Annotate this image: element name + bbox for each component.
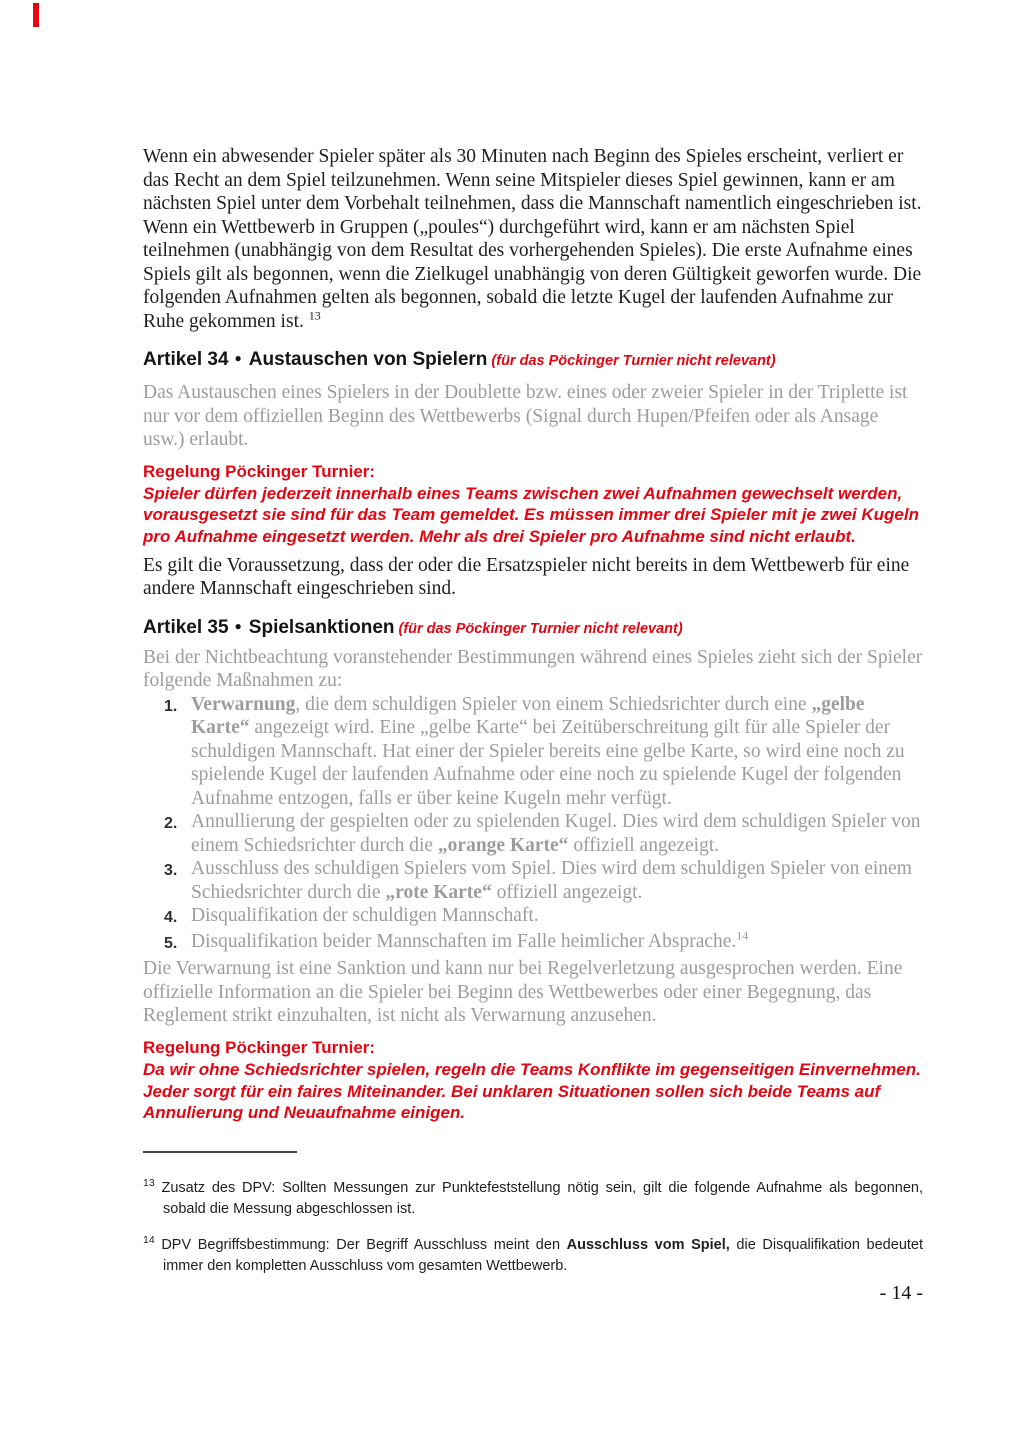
list-number: 4. bbox=[164, 909, 178, 927]
regelung-34-body: Spieler dürfen jederzeit innerhalb eines Teams zwischen zwei Aufnahmen gewechselt werden, vorausgesetzt sie sind für das Team gemeldet. Es müssen immer drei Spieler mit je zwei Kugeln pro Aufnahme eingesetzt werden. Mehr als drei Spieler pro Aufnahme sind nicht erlaubt. bbox=[143, 483, 919, 547]
footnote-13-marker: 13 bbox=[143, 1177, 155, 1190]
bold-term: „rote Karte“ bbox=[385, 881, 492, 903]
bold-term: „orange Karte“ bbox=[437, 834, 569, 856]
footnote-14-text: DPV Begriffsbestimmung: Der Begriff Ausschluss meint den bbox=[154, 1237, 567, 1254]
text-run: Disqualifikation beider Mannschaften im Falle heimlicher Absprache. bbox=[191, 930, 737, 952]
list-number: 3. bbox=[164, 862, 178, 880]
text-run: Disqualifikation der schuldigen Mannschaft. bbox=[191, 905, 539, 927]
bold-term: Verwarnung bbox=[191, 693, 296, 715]
footnote-ref-13: 13 bbox=[308, 308, 321, 322]
list-item bbox=[143, 904, 923, 930]
list-item-text bbox=[191, 930, 923, 956]
footnote-14-text: die Disqualifikation bedeutet immer den kompletten Ausschluss vom gesamten Wettbewerb. bbox=[163, 1237, 923, 1275]
list-item-text bbox=[191, 857, 923, 904]
article-34-note: (für das Pöckinger Turnier nicht relevant) bbox=[491, 353, 776, 369]
text-run: offiziell angezeigt. bbox=[491, 881, 643, 903]
bold-term: „gelbe Karte“ bbox=[191, 693, 865, 739]
text-run: angezeigt wird. Eine „gelbe Karte“ bei Zeitüberschreitung gilt für alle Spieler der schuldigen Mannschaft. Hat einer der Spieler bereits eine gelbe Karte, so wird eine noch zu spielende Kugel der laufenden Aufnahme oder eine noch zu spielende Kugel der folgenden Aufnahme entzogen, falls er über keine Kugeln mehr verfügt. bbox=[191, 717, 905, 809]
text-run: Ausschluss des schuldigen Spielers vom Spiel. Dies wird dem schuldigen Spieler von einem Schiedsrichter durch die bbox=[191, 858, 912, 903]
article-35-intro: Bei der Nichtbeachtung voranstehender Bestimmungen während eines Spieles zieht sich der Spieler folgende Maßnahmen zu: bbox=[143, 646, 923, 692]
list-number: 5. bbox=[164, 934, 178, 952]
text-run: offiziell angezeigt. bbox=[568, 834, 720, 856]
footnote-14-marker: 14 bbox=[143, 1234, 155, 1247]
list-item-text bbox=[191, 693, 923, 811]
bullet-icon: ● bbox=[234, 351, 242, 365]
footnote-14 bbox=[143, 1235, 923, 1277]
article-34-title: Austauschen von Spielern bbox=[248, 349, 488, 370]
article-34-label: Artikel 34 bbox=[143, 349, 229, 370]
article-35-note: (für das Pöckinger Turnier nicht relevant) bbox=[398, 620, 683, 637]
after-regelung-34-paragraph: Es gilt die Voraussetzung, dass der oder die Ersatzspieler nicht bereits in dem Wettbewerb für eine andere Mannschaft eingeschrieben sind. bbox=[143, 554, 910, 600]
sanctions-list bbox=[143, 693, 923, 956]
list-item-text bbox=[191, 904, 923, 930]
footnote-13-text: Zusatz des DPV: Sollten Messungen zur Punktefeststellung nötig sein, gilt die folgende Aufnahme als begonnen, sobald die Messung abgeschlossen ist. bbox=[154, 1180, 923, 1218]
list-item bbox=[143, 857, 923, 904]
list-item bbox=[143, 930, 923, 956]
page-number: - 14 - bbox=[879, 1282, 923, 1305]
article-35-label: Artikel 35 bbox=[143, 616, 229, 638]
list-item bbox=[143, 810, 923, 857]
list-number: 2. bbox=[164, 815, 178, 833]
intro-paragraph bbox=[143, 145, 923, 333]
red-annotation-mark bbox=[33, 3, 39, 27]
list-item-text bbox=[191, 810, 923, 857]
footnote-ref-14: 14 bbox=[736, 928, 749, 943]
footnote-separator bbox=[143, 1151, 297, 1153]
article-35-title: Spielsanktionen bbox=[248, 616, 395, 638]
article-34-heading bbox=[143, 347, 923, 373]
article-35-heading bbox=[143, 615, 923, 641]
regelung-35-heading: Regelung Pöckinger Turnier: bbox=[143, 1037, 376, 1057]
article-34-body: Das Austauschen eines Spielers in der Doublette bzw. eines oder zweier Spieler in der Triplette ist nur vor dem offiziellen Beginn des Wettbewerbs (Signal durch Hupen/Pfeifen oder als Ansage usw.) erlaubt. bbox=[143, 382, 908, 450]
page-content bbox=[143, 145, 923, 1305]
footnote-14-bold: Ausschluss vom Spiel, bbox=[566, 1237, 730, 1254]
regelung-35-body: Da wir ohne Schiedsrichter spielen, regeln die Teams Konflikte im gegenseitigen Einvernehmen. Jeder sorgt für ein faires Miteinander. Bei unklaren Situationen sollen sich beide Teams auf Annulierung und Neuaufnahme einigen. bbox=[143, 1059, 921, 1123]
article-35-outro: Die Verwarnung ist eine Sanktion und kann nur bei Regelverletzung ausgesprochen werden. Eine offizielle Information an die Spieler bei Beginn des Wettbewerbes oder einer Begegnung, das Reglement strikt einzuhalten, ist nicht als Verwarnung anzusehen. bbox=[143, 958, 903, 1027]
text-run: Annullierung der gespielten oder zu spielenden Kugel. Dies wird dem schuldigen Spieler von einem Schiedsrichter durch die bbox=[191, 811, 921, 856]
text-run: , die dem schuldigen Spieler von einem Schiedsrichter durch eine bbox=[295, 693, 812, 715]
intro-paragraph-text: Wenn ein abwesender Spieler später als 30 Minuten nach Beginn des Spieles erscheint, verliert er das Recht an dem Spiel teilzunehmen. Wenn seine Mitspieler dieses Spiel gewinnen, kann er am nächsten Spiel unter dem Vorbehalt teilnehmen, dass die Mannschaft namentlich eingeschrieben ist. Wenn ein Wettbewerb in Gruppen („poules“) durchgeführt wird, kann er am nächsten Spiel teilnehmen (unabhängig von dem Resultat des vorhergehenden Spieles). Die erste Aufnahme eines Spiels gilt als begonnen, wenn die Zielkugel unabhängig von deren Gültigkeit geworfen wurde. Die folgenden Aufnahmen gelten als begonnen, sobald die letzte Kugel der laufenden Aufnahme zur Ruhe gekommen ist. bbox=[143, 146, 922, 332]
bullet-icon: ● bbox=[234, 618, 242, 633]
footnote-13 bbox=[143, 1178, 923, 1220]
list-item bbox=[143, 693, 923, 811]
list-number: 1. bbox=[164, 697, 178, 715]
regelung-34-heading: Regelung Pöckinger Turnier: bbox=[143, 461, 376, 481]
